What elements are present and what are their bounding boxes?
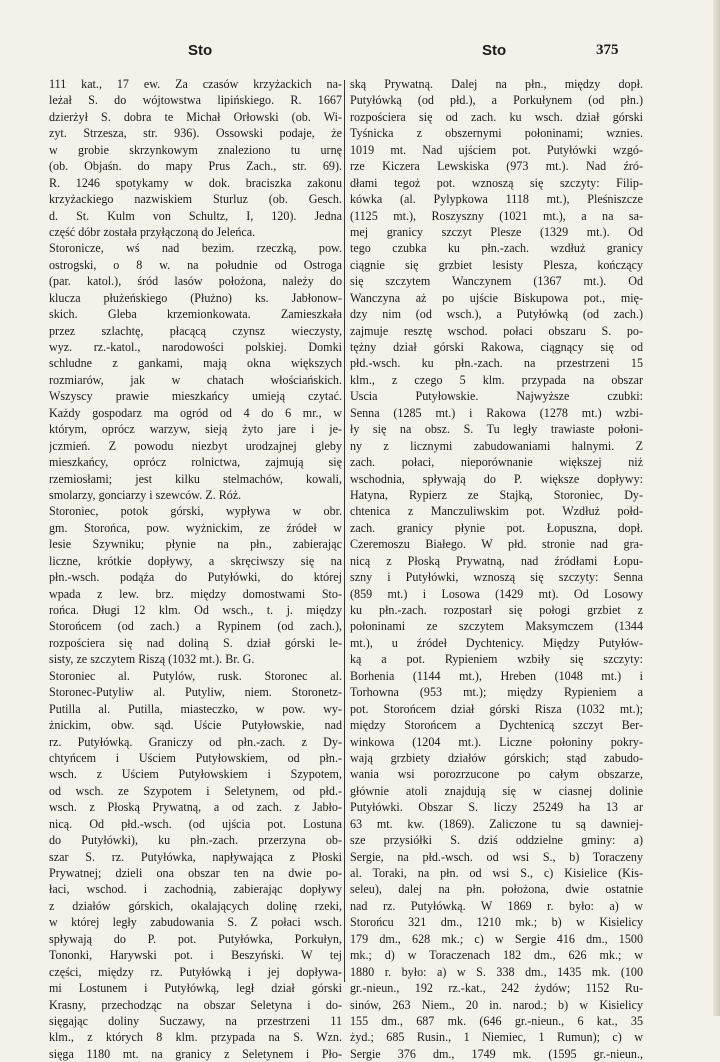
right-text-column	[350, 76, 643, 1062]
text-line: chtyńcem i Uściem Putyłowskiem, od płn.-	[49, 750, 342, 765]
text-line: Torhowna (953 mt.); między Rypieniem a	[350, 685, 643, 700]
text-line: 111 kat., 17 ew. Za czasów krzyżackich na-	[49, 77, 342, 91]
page-number: 375	[596, 42, 619, 58]
text-line: rzemiosłami; jest kilku stelmachów, kowali,	[49, 471, 342, 486]
text-line: rozpościera się od zach. ku wsch. dział górski	[350, 109, 643, 124]
text-line: ły się na obsz. S. Tu legły trawiaste połoni-	[350, 422, 643, 437]
text-line: głównie atoli znajdują się w ciasnej dolinie	[350, 783, 643, 798]
text-line: Sergie 376 dm., 1749 mk. (1595 gr.-nieun.,	[350, 1046, 643, 1061]
text-line: Każdy gospodarz ma ogród od 4 do 6 mr., w	[49, 405, 342, 420]
text-line: płn.-wsch. podąża do Putyłówki, do której	[49, 570, 342, 585]
text-line: Storoniec, potok górski, wypływa w obr.	[49, 504, 342, 519]
text-line: w której legły zabudowania S. Z połaci wsch.	[49, 915, 342, 930]
text-line: dzierżył S. dobra te Michał Orłowski (ob. Wi-	[49, 109, 342, 124]
text-line: Krasny, przechodząc na obszar Seletyna i do-	[49, 997, 342, 1012]
text-line: Storońcem (od zach.) a Rypinem (od zach.),	[49, 619, 342, 634]
text-line: żyd.; 685 Rusin., 1 Niemiec, 1 Rumun); c) w	[350, 1030, 643, 1045]
text-line: 179 dm., 628 mk.; c) w Sergie 416 dm., 1500	[350, 931, 643, 946]
text-line: Prywatnej; dzieli ona obszar ten na dwie po-	[49, 866, 342, 880]
text-line: seleu), dalej na płn. położona, dwie ostatnie	[350, 882, 643, 897]
text-line: rozpościera się nad doliną S. dział górski le-	[49, 635, 342, 650]
text-line: 1880 r. było: a) w S. 338 dm., 1435 mk. (100	[350, 964, 643, 979]
text-line: połoninami ze szczytem Maksymczem (1344	[350, 619, 643, 634]
text-line: dzy nim (od wsch.), a Putyłówką (od zach.)	[350, 307, 643, 322]
text-line: (859 mt.) i Losowa (1429 mt). Od Losowy	[350, 586, 643, 601]
text-line: ku płn.-zach. rozpostarł się połogi grzbiet z	[350, 603, 643, 617]
text-line: mk.; d) w Toraczenach 182 dm., 626 mk.; w	[350, 948, 643, 963]
text-line: tężny dział górski Rakowa, ciągnący się od	[350, 340, 643, 354]
text-line: Hatyna, Rypierz ze Stajką, Storoniec, Dy-	[350, 487, 643, 502]
text-line: ką a pot. Rypieniem wzbiły się szczyty:	[350, 652, 643, 667]
text-line: mieszkańcy, oprócz rolnictwa, zajmują się	[49, 455, 342, 470]
text-line: wsch. z Uściem Putyłowskiem i Szypotem,	[49, 767, 342, 782]
text-line: (par. katol.), śród lasów położona, należy do	[49, 274, 342, 289]
text-line: d. St. Kulm von Schultz, I, 120). Jedna	[49, 208, 342, 223]
text-line: rońca. Długi 12 klm. Od wsch., t. j. między	[49, 603, 342, 617]
text-line: (1125 mt.), Roszyszny (1021 mt.), a na sa-	[350, 208, 643, 223]
text-line: 63 mt. kw. (1869). Zaliczone tu są dawniej-	[350, 816, 643, 831]
page-binding-edge	[713, 0, 720, 1016]
text-line: lesie Szywniku; płynie na płn., zabierając	[49, 537, 342, 552]
text-line: klm., z czego 5 klm. przypada na obszar	[350, 372, 643, 387]
text-line: skich. Gleba krzemionkowata. Zamieszkała	[49, 307, 342, 322]
text-line: wyz. rz.-katol., narodowości polskiej. Domki	[49, 340, 342, 354]
text-line: płd.-wsch. ku płn.-zach. na przestrzeni 15	[350, 356, 643, 371]
text-line: sisty, ze szczytem Riszą (1032 mt.). Br. G.	[49, 652, 255, 667]
column-divider	[344, 80, 345, 982]
text-line: 1019 mt. Nad ujściem pot. Putyłówki wzgó-	[350, 142, 643, 157]
text-line: Tyśnicka z obszernymi połoninami; wznies.	[350, 126, 643, 141]
text-line: kówka (al. Pylypkowa 1118 mt.), Pleśniszcze	[350, 192, 643, 207]
text-line: (ob. Objaśn. do mapy Prus Zach., str. 69).	[49, 159, 342, 174]
text-line: Putyłówką (od płd.), a Porkułynem (od płn.)	[350, 93, 643, 108]
text-line: Putilla al. Putilla, miasteczko, w pow. wy-	[49, 701, 342, 716]
text-line: Uscia Putyłowskie. Najwyższe czubki:	[350, 389, 643, 404]
text-line: leżał S. do wójtowstwa lipińskiego. R. 1667	[49, 93, 342, 108]
text-line: Storoniec al. Putylów, rusk. Storonec al.	[49, 668, 342, 683]
left-text-column	[49, 76, 342, 1062]
text-line: część dóbr została przyłączoną do Jeleńca.	[49, 224, 256, 239]
text-line: schludne z gankami, mają okna większych	[49, 356, 342, 371]
text-line: rze Kiczera Lewskiska (973 mt.). Nad źró-	[350, 159, 643, 174]
text-line: Wszyscy prawie mieszkańcy umieją czytać.	[49, 389, 342, 404]
text-line: liczne, krótkie dopływy, a skręciwszy się na	[49, 553, 342, 568]
text-line: winkowa (1204 mt.). Liczne połoniny pokry-	[350, 734, 643, 749]
text-line: ostrogski, o 8 w. na południe od Ostroga	[49, 257, 342, 272]
text-line: krzyżackiego nazwiskiem Sturluz (ob. Gesch.	[49, 192, 342, 207]
text-line: Czeremoszu Białego. W płd. stronie nad gra-	[350, 537, 643, 552]
text-line: Storońcu 321 dm., 1210 mk.; b) w Kisielicy	[350, 915, 643, 930]
text-line: al. Toraki, na płn. od wsi S., c) Kisielice (Kis-	[350, 866, 643, 880]
text-line: w grobie skrzynkowym znaleziono tu urnę	[49, 142, 342, 157]
text-line: szar S. rz. Putyłówka, napływająca z Płoski	[49, 849, 342, 864]
text-line: którym, oprócz warzyw, sieją żyto jare i je-	[49, 422, 342, 437]
text-line: Putyłówki. Obszar S. liczy 25249 ha 13 ar	[350, 800, 643, 815]
text-line: wają grzbiety działów górskich; stąd zabudo-	[350, 750, 643, 765]
text-line: między Storońcem a Dychtenicą szczyt Ber-	[350, 718, 643, 733]
text-line: Borhenia (1144 mt.), Hreben (1048 mt.) i	[350, 668, 643, 683]
text-line: wschodnia, spływają do P. większe dopływy:	[350, 471, 643, 486]
text-line: Tononki, Harywski pot. i Beszyński. W tej	[49, 948, 342, 963]
text-line: pot. Storońcem dział górski Risza (1032 mt.);	[350, 701, 643, 716]
text-line: klm., z których 8 klm. przypada na S. Wzn.	[49, 1030, 342, 1045]
text-line: chtenica z Manczuliwskim pot. Wzdłuż połd-	[350, 504, 643, 519]
text-line: Sergie, na płd.-wsch. od wsi S., b) Toraczeny	[350, 849, 643, 864]
text-line: ską Prywatną. Dalej na płn., między dopł.	[350, 77, 643, 91]
text-line: wania wsi porozrzucone po całym obszarze,	[350, 767, 643, 782]
text-line: rozmiarów, jak w chatach włościańskich.	[49, 372, 342, 387]
text-line: gr.-nieun., 192 rz.-kat., 242 żydów; 1152 Ru-	[350, 981, 643, 996]
text-line: sięgając doliny Suczawy, na przestrzeni 11	[49, 1013, 342, 1028]
text-line: mi Lostunem i Putyłówką, legł dział górski	[49, 981, 342, 996]
text-line: zajmuje resztę wschod. połaci obszaru S. po-	[350, 323, 643, 338]
text-line: zach. granicy płynie pot. Łopuszna, dopł.	[350, 520, 643, 535]
text-line: ciągnie się grzbiet lesisty Plesza, kończący	[350, 257, 643, 272]
text-line: sięga 1180 mt. na granicy z Seletynem i Pło-	[49, 1046, 342, 1061]
page-header	[0, 42, 720, 66]
text-line: Wanczyna aż po ujście Biskupowa pot., mię-	[350, 290, 643, 305]
text-line: dłami tegoż pot. wznoszą się szczyty: Filip-	[350, 175, 643, 190]
text-line: do Putyłówki), ku płn.-zach. przerzyna ob-	[49, 833, 342, 848]
text-line: nad rz. Putyłówką. W 1869 r. było: a) w	[350, 898, 643, 913]
text-line: od wsch. ze Szypotem i Seletynem, od płd.-	[49, 783, 342, 798]
text-line: sze przysiółki S. dziś oddzielne gminy: a)	[350, 833, 643, 848]
text-line: z działów górskich, okalających dolinę rzeki,	[49, 898, 342, 913]
text-line: łaci, wschod. i zachodnią, zabierając dopływy	[49, 882, 342, 897]
text-line: Storonicze, wś nad bezim. rzeczką, pow.	[49, 241, 342, 256]
text-line: wsch. z Płoską Prywatną, a od zach. z Jabło-	[49, 800, 342, 815]
text-line: sinów, 263 Niem., 20 in. narod.; b) w Kisielicy	[350, 997, 643, 1012]
text-line: żnickim, obw. sąd. Uście Putyłowskie, nad	[49, 718, 342, 733]
text-line: przez szlachtę, płacącą czynsz wieczysty,	[49, 323, 342, 338]
text-line: mej granicy szczyt Plesze (1329 mt.). Od	[350, 224, 643, 239]
text-line: zach. połaci, nieporównanie większej niż	[350, 455, 643, 470]
text-line: jczmień. Z powodu niezbyt urodzajnej gleby	[49, 438, 342, 453]
text-line: Storonec-Putyliw al. Putyliw, niem. Storonetz-	[49, 685, 342, 700]
text-line: spływają do P. pot. Putyłówka, Porkułyn,	[49, 931, 342, 946]
running-head-center: Sto	[482, 42, 507, 59]
text-line: szny i Putyłówki, wznoszą się szczyty: Senna	[350, 570, 643, 585]
text-line: się szczytem Wanczynem (1367 mt.). Od	[350, 274, 643, 289]
text-line: części, między rz. Putyłówką i jej dopływa-	[49, 964, 342, 979]
text-line: nicą. Od płd.-wsch. (od ujścia pot. Lostuna	[49, 816, 342, 831]
text-line: tego czubka ku płn.-zach. wzdłuż granicy	[350, 241, 643, 256]
text-line: nicą z Płoską Prywatną, nad źródłami Łopu-	[350, 553, 643, 568]
text-line: smolarzy, gonciarzy i szewców. Z. Róż.	[49, 487, 242, 502]
text-line: R. 1246 spotykamy w dok. braciszka zakonu	[49, 175, 342, 190]
text-line: ny z licznymi zabudowaniami halnymi. Z	[350, 438, 643, 453]
text-line: 155 dm., 687 mk. (646 gr.-nieun., 6 kat., 35	[350, 1013, 643, 1028]
text-line: rz. Putyłówką. Graniczy od płn.-zach. z Dy-	[49, 734, 342, 749]
text-line: gm. Storońca, pow. wyżnickim, ze źródeł w	[49, 520, 342, 535]
text-line: mt.), u źródeł Dychtenicy. Między Putyłów-	[350, 635, 643, 650]
running-head-left: Sto	[188, 42, 213, 59]
text-line: wpada z lew. brz. między domostwami Sto-	[49, 586, 342, 601]
text-line: klucza płużeńskiego (Płużno) ks. Jabłonow-	[49, 290, 342, 305]
text-line: Senna (1285 mt.) i Rakowa (1278 mt.) wzbi-	[350, 405, 643, 420]
text-line: zyt. Strzesza, str. 936). Ossowski podaje, że	[49, 126, 342, 141]
